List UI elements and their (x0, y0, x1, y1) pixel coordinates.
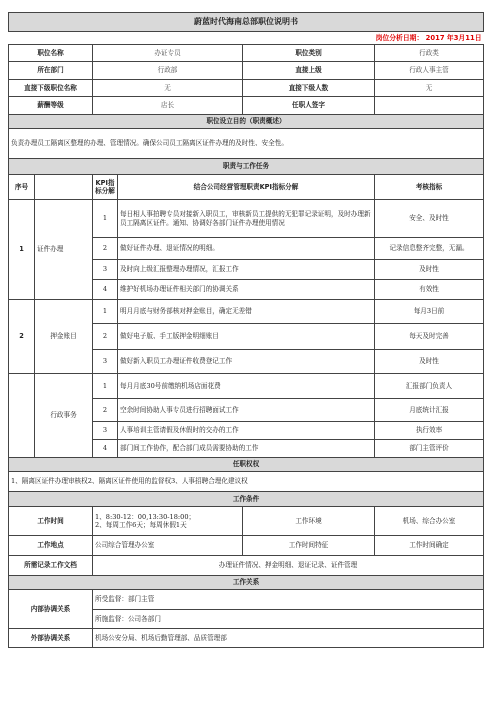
authority-header: 任职权权 (9, 458, 484, 472)
work-env-label: 工作环境 (243, 507, 375, 536)
time-feature-label: 工作时间特征 (243, 536, 375, 556)
analysis-date (9, 32, 484, 45)
item-eval: 每月3日前 (375, 300, 484, 324)
item-eval: 每天及时完善 (375, 324, 484, 350)
item-eval: 有效性 (375, 280, 484, 300)
records-value: 办理证件情况、押金明细、退证记录、证件管理 (93, 556, 484, 576)
salary-grade-value: 店长 (93, 97, 243, 115)
authority-text: 1、隔离区证件办理审核权2、隔离区证件使用的监督权3、人事招聘合理化建议权 (9, 472, 484, 492)
duties-header: 职责与工作任务 (9, 159, 484, 175)
item-desc: 部门间工作协作，配合部门成员需要协助的工作 (118, 440, 375, 458)
item-no: 3 (93, 260, 118, 280)
item-eval: 汇报部门负责人 (375, 374, 484, 399)
item-no: 1 (93, 374, 118, 399)
purpose-text: 负责办理员工隔离区整理的办理、管理情况。确保公司员工隔离区证件办理的及时性、安全性。 (9, 129, 484, 159)
item-eval: 月底统计汇报 (375, 399, 484, 422)
relations-header: 工作关系 (9, 576, 484, 590)
direct-superior-label: 直接上级 (243, 62, 375, 80)
item-desc: 做好电子版、手工版押金明细账目 (118, 324, 375, 350)
direct-sub-position-value: 无 (93, 80, 243, 97)
internal-supervises: 所施监督：公司各部门 (93, 610, 484, 629)
position-name-value: 办证专员 (93, 45, 243, 62)
direct-sub-count-label: 直接下级人数 (243, 80, 375, 97)
job-description-sheet (8, 12, 483, 648)
position-category-label: 职位类别 (243, 45, 375, 62)
item-desc: 做好新入职员工办理证件收费登记工作 (118, 350, 375, 374)
group-name: 证件办理 (35, 200, 93, 300)
work-place-value: 公司综合管理办公室 (93, 536, 243, 556)
salary-grade-label: 薪酬等级 (9, 97, 93, 115)
col-name-header (35, 175, 93, 200)
department-label: 所在部门 (9, 62, 93, 80)
records-label: 所需记录工作文档 (9, 556, 93, 576)
col-desc-header: 结合公司经营管理职责KPI指标分解 (118, 175, 375, 200)
item-no: 4 (93, 280, 118, 300)
purpose-header: 职位设立目的（职责概述） (9, 115, 484, 129)
item-desc: 维护好机场办理证件相关部门的协调关系 (118, 280, 375, 300)
document-title: 蔚蓝时代海南总部职位说明书 (9, 13, 484, 32)
col-eval-header: 考核指标 (375, 175, 484, 200)
direct-sub-position-label: 直接下级职位名称 (9, 80, 93, 97)
job-description-table (8, 12, 484, 648)
item-no: 2 (93, 324, 118, 350)
direct-superior-value: 行政人事主管 (375, 62, 484, 80)
group-seq (9, 374, 35, 458)
item-no: 4 (93, 440, 118, 458)
item-no: 3 (93, 422, 118, 440)
internal-supervised-by: 所受监督：部门主管 (93, 590, 484, 610)
item-no: 1 (93, 200, 118, 238)
group-seq: 2 (9, 300, 35, 374)
time-feature-value: 工作时间确定 (375, 536, 484, 556)
internal-relations-label: 内部协调关系 (9, 590, 93, 629)
item-desc: 每日相人事拍聘专员对接新入职员工，审核新员工提供的无犯罪记录证明，及时办理新员工隔离区证件。通知、协调好各部门证件办理使用情况 (118, 200, 375, 238)
department-value: 行政部 (93, 62, 243, 80)
position-name-label: 职位名称 (9, 45, 93, 62)
direct-sub-count-value: 无 (375, 80, 484, 97)
work-time-line-2: 2、每周工作6天；每周休假1天 (95, 521, 187, 529)
item-no: 2 (93, 238, 118, 260)
item-no: 3 (93, 350, 118, 374)
analysis-date-label: 岗位分析日期： (375, 33, 424, 42)
item-eval: 及时性 (375, 260, 484, 280)
item-eval: 安全、及时性 (375, 200, 484, 238)
conditions-header: 工作条件 (9, 492, 484, 507)
work-time-line-1: 1、8:30-12：00,13:30-18:00； (95, 512, 196, 521)
col-seq-header: 序号 (9, 175, 35, 200)
item-desc: 做好证件办理、退证情况的明细。 (118, 238, 375, 260)
item-desc: 空余时间协助人事专员进行招聘面试工作 (118, 399, 375, 422)
item-desc: 及时向上级汇报整理办理情况，汇报工作 (118, 260, 375, 280)
work-time-value (93, 507, 243, 536)
item-desc: 明月月底与财务部核对押金账目，确定无差错 (118, 300, 375, 324)
group-name: 行政事务 (35, 374, 93, 458)
external-relations-label: 外部协调关系 (9, 629, 93, 648)
item-eval: 部门主管评价 (375, 440, 484, 458)
group-seq: 1 (9, 200, 35, 300)
group-name: 押金账目 (35, 300, 93, 374)
item-no: 1 (93, 300, 118, 324)
work-env-value: 机场、综合办公室 (375, 507, 484, 536)
item-desc: 人事培训主管请假及休假时的交办的工作 (118, 422, 375, 440)
item-eval: 执行效率 (375, 422, 484, 440)
position-category-value: 行政类 (375, 45, 484, 62)
signature-label: 任职人签字 (243, 97, 375, 115)
item-desc: 每月月底30号前缴纳机场店面花费 (118, 374, 375, 399)
item-no: 2 (93, 399, 118, 422)
item-eval: 记录信息整齐完整，无漏。 (375, 238, 484, 260)
col-kpi-header: KPI指标分解 (93, 175, 118, 200)
external-relations-value: 机场公安分局、机场后勤管理部、品质管理部 (93, 629, 484, 648)
work-time-label: 工作时间 (9, 507, 93, 536)
work-place-label: 工作地点 (9, 536, 93, 556)
item-eval: 及时性 (375, 350, 484, 374)
signature-value (375, 97, 484, 115)
analysis-date-value: 2017 年3月11日 (425, 33, 482, 42)
